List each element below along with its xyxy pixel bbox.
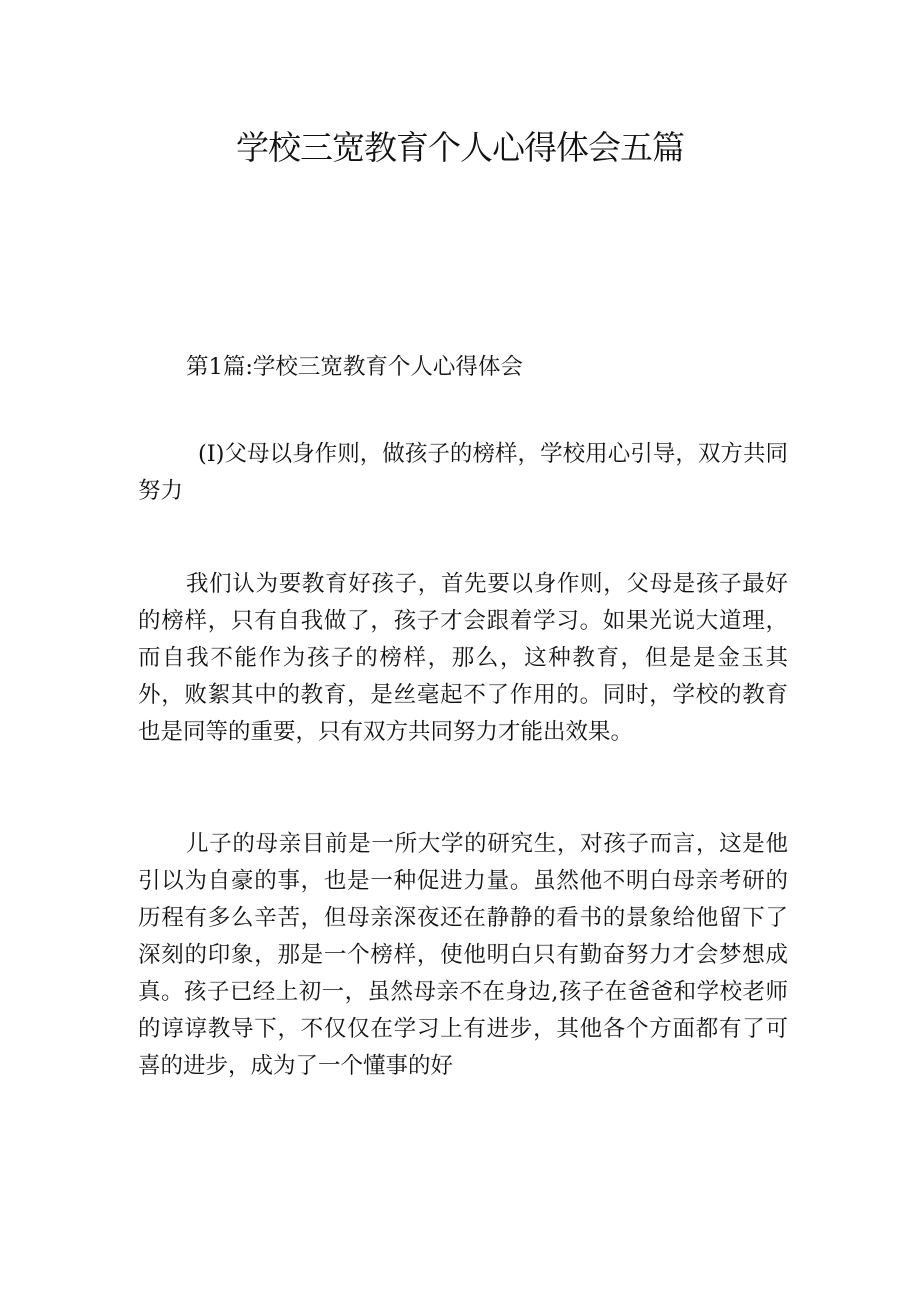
section-heading: 第1篇:学校三宽教育个人心得体会 bbox=[186, 354, 523, 380]
paragraph-3: 儿子的母亲目前是一所大学的研究生，对孩子而言，这是他引以为自豪的事，也是一种促进力量。虽然他不明白母亲考研的历程有多么辛苦，但母亲深夜还在静静的看书的景象给他留下了深刻的印象，那是一个榜样，使他明白只有勤奋努力才会梦想成真。孩子已经上初一，虽然母亲不在身边,孩子在爸爸和学校老师的谆谆教导下，不仅仅在学习上有进步，其他各个方面都有了可喜的进步，成为了一个懂事的好 bbox=[138, 831, 788, 1079]
paragraph-1: (I)父母以身作则，做孩子的榜样，学校用心引导，双方共同努力 bbox=[138, 441, 788, 504]
document-title: 学校三宽教育个人心得体会五篇 bbox=[236, 128, 684, 167]
paragraph-2: 我们认为要教育好孩子，首先要以身作则，父母是孩子最好的榜样，只有自我做了，孩子才会跟着学习。如果光说大道理，而自我不能作为孩子的榜样，那么，这种教育，但是是金玉其外，败絮其中的教育，是丝毫起不了作用的。同时，学校的教育也是同等的重要，只有双方共同努力才能出效果。 bbox=[138, 571, 788, 745]
